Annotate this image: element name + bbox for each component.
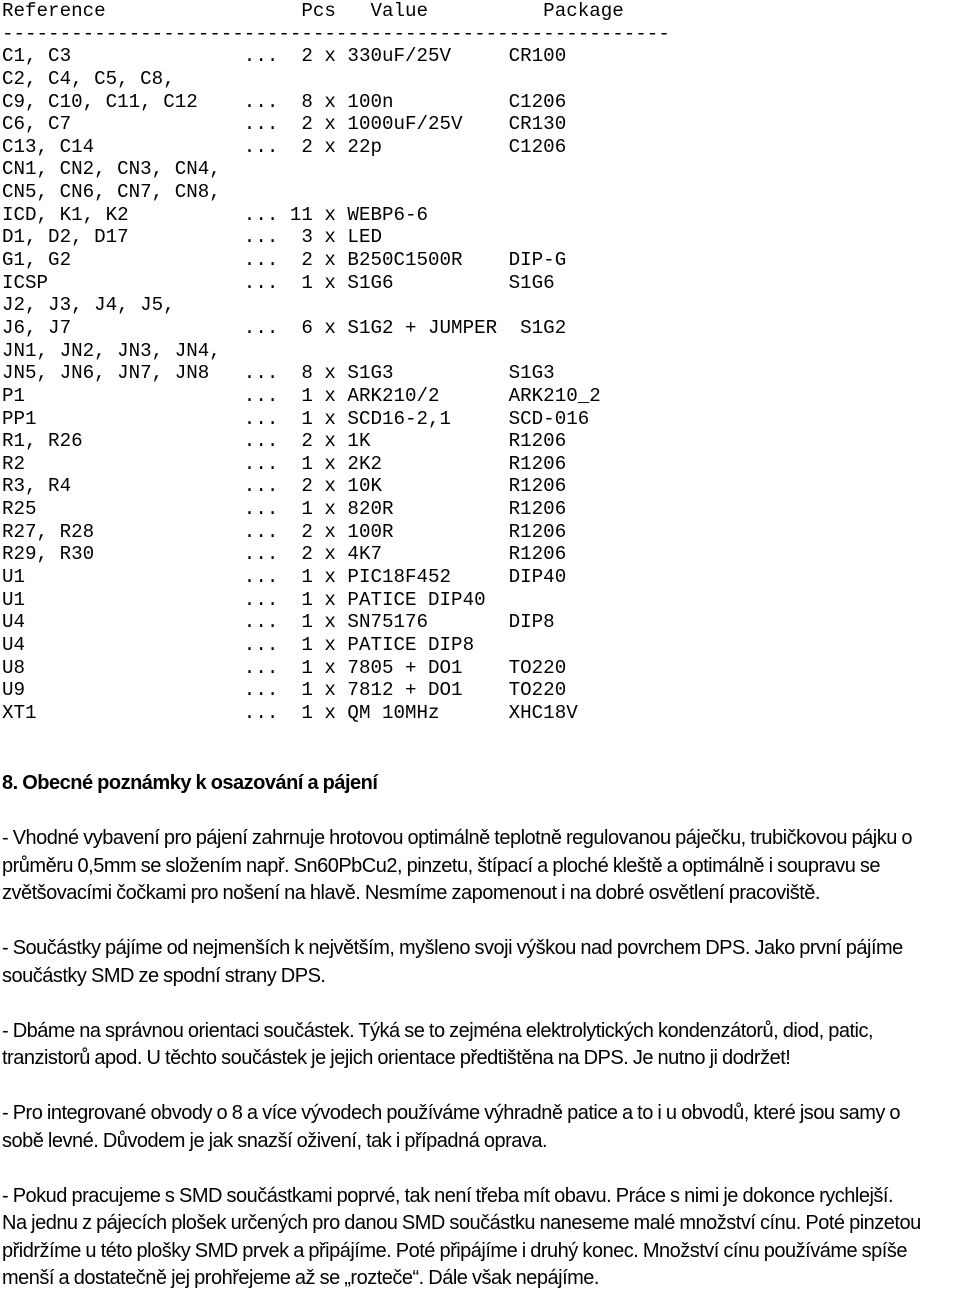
paragraph-line: sobě levné. Důvodem je jak snazší oživení, tak i případná oprava.	[2, 1129, 548, 1152]
note-paragraph	[2, 935, 960, 990]
bom-row: U1 ... 1 x PATICE DIP40	[2, 588, 486, 611]
bom-row: ICD, K1, K2 ... 11 x WEBP6-6	[2, 203, 429, 226]
paragraph-line: - Pokud pracujeme s SMD součástkami poprvé, tak není třeba mít obavu. Práce s nimi je dokonce rychlejší.	[2, 1184, 894, 1207]
paragraph-line: zvětšovacími čočkami pro nošení na hlavě. Nesmíme zapomenout i na dobré osvětlení pracoviště.	[2, 882, 820, 904]
bom-row: C6, C7 ... 2 x 1000uF/25V CR130	[2, 113, 567, 136]
bom-row: C1, C3 ... 2 x 330uF/25V CR100	[2, 45, 567, 68]
bom-row: XT1 ... 1 x QM 10MHz XHC18V	[2, 701, 578, 724]
bom-row: U4 ... 1 x PATICE DIP8	[2, 633, 475, 656]
bom-row: PP1 ... 1 x SCD16-2,1 SCD-016	[2, 407, 590, 430]
bom-row: JN1, JN2, JN3, JN4,	[2, 339, 221, 362]
paragraph-line: - Vhodné vybavení pro pájení zahrnuje hrotovou optimálně teplotně regulovanou páječku, trubičkovou pájku o	[2, 827, 913, 849]
bom-row: R27, R28 ... 2 x 100R R1206	[2, 520, 567, 543]
soldering-notes	[2, 770, 960, 1293]
paragraph-line: tranzistorů apod. U těchto součástek je jejich orientace předtištěna na DPS. Je nutno ji dodržet!	[2, 1047, 791, 1069]
bom-row: R25 ... 1 x 820R R1206	[2, 498, 567, 521]
bom-row: R29, R30 ... 2 x 4K7 R1206	[2, 543, 567, 566]
bom-row: J6, J7 ... 6 x S1G2 + JUMPER S1G2	[2, 316, 567, 339]
bom-row: ICSP ... 1 x S1G6 S1G6	[2, 271, 555, 294]
paragraph-line: přidržíme u této plošky SMD prvek a připájíme. Poté připájíme i druhý konec. Množství cínu používáme spíše	[2, 1239, 907, 1262]
bom-row: C2, C4, C5, C8,	[2, 67, 175, 90]
bom-row: U8 ... 1 x 7805 + DO1 TO220	[2, 656, 567, 679]
bom-separator: ----------------------------------------------------------	[2, 22, 670, 45]
note-paragraph	[2, 1100, 960, 1155]
bom-header: Reference Pcs Value Package	[2, 0, 624, 22]
bom-row: U9 ... 1 x 7812 + DO1 TO220	[2, 679, 567, 702]
paragraph-line: součástky SMD ze spodní strany DPS.	[2, 964, 326, 987]
bom-row: CN5, CN6, CN7, CN8,	[2, 181, 221, 204]
bom-row: CN1, CN2, CN3, CN4,	[2, 158, 221, 181]
bom-row: JN5, JN6, JN7, JN8 ... 8 x S1G3 S1G3	[2, 362, 555, 385]
bill-of-materials	[2, 0, 670, 725]
paragraph-line: průměru 0,5mm se složením např. Sn60PbCu2, pinzetu, štípací a ploché kleště a optimálně i soupravu se	[2, 854, 881, 877]
bom-row: D1, D2, D17 ... 3 x LED	[2, 226, 382, 249]
bom-row: G1, G2 ... 2 x B250C1500R DIP-G	[2, 249, 567, 272]
paragraph-line: - Pro integrované obvody o 8 a více vývodech používáme výhradně patice a to i u obvodů, které jsou samy o	[2, 1102, 901, 1124]
bom-row: C13, C14 ... 2 x 22p C1206	[2, 135, 567, 158]
bom-row: R3, R4 ... 2 x 10K R1206	[2, 475, 567, 498]
paragraph-line: Na jednu z pájecích plošek určených pro danou SMD součástku naneseme malé množství cínu. Poté pinzetou	[2, 1212, 921, 1234]
bom-row: J2, J3, J4, J5,	[2, 294, 175, 317]
note-paragraph	[2, 1183, 960, 1293]
bom-row: C9, C10, C11, C12 ... 8 x 100n C1206	[2, 90, 567, 113]
paragraph-line: - Dbáme na správnou orientaci součástek. Týká se to zejména elektrolytických kondenzátorů, diod, patic,	[2, 1019, 873, 1042]
bom-row: R2 ... 1 x 2K2 R1206	[2, 452, 567, 475]
section-heading: 8. Obecné poznámky k osazování a pájení	[2, 772, 378, 794]
bom-row: R1, R26 ... 2 x 1K R1206	[2, 430, 567, 453]
note-paragraph	[2, 825, 960, 908]
bom-row: P1 ... 1 x ARK210/2 ARK210_2	[2, 384, 601, 407]
bom-row: U1 ... 1 x PIC18F452 DIP40	[2, 566, 567, 589]
paragraph-line: menší a dostatečně jej prohřejeme až se „rozteče“. Dále však nepájíme.	[2, 1267, 599, 1289]
note-paragraph	[2, 1018, 960, 1073]
bom-row: U4 ... 1 x SN75176 DIP8	[2, 611, 555, 634]
paragraph-line: - Součástky pájíme od nejmenších k největším, myšleno svoji výškou nad povrchem DPS. Jako první pájíme	[2, 937, 903, 959]
